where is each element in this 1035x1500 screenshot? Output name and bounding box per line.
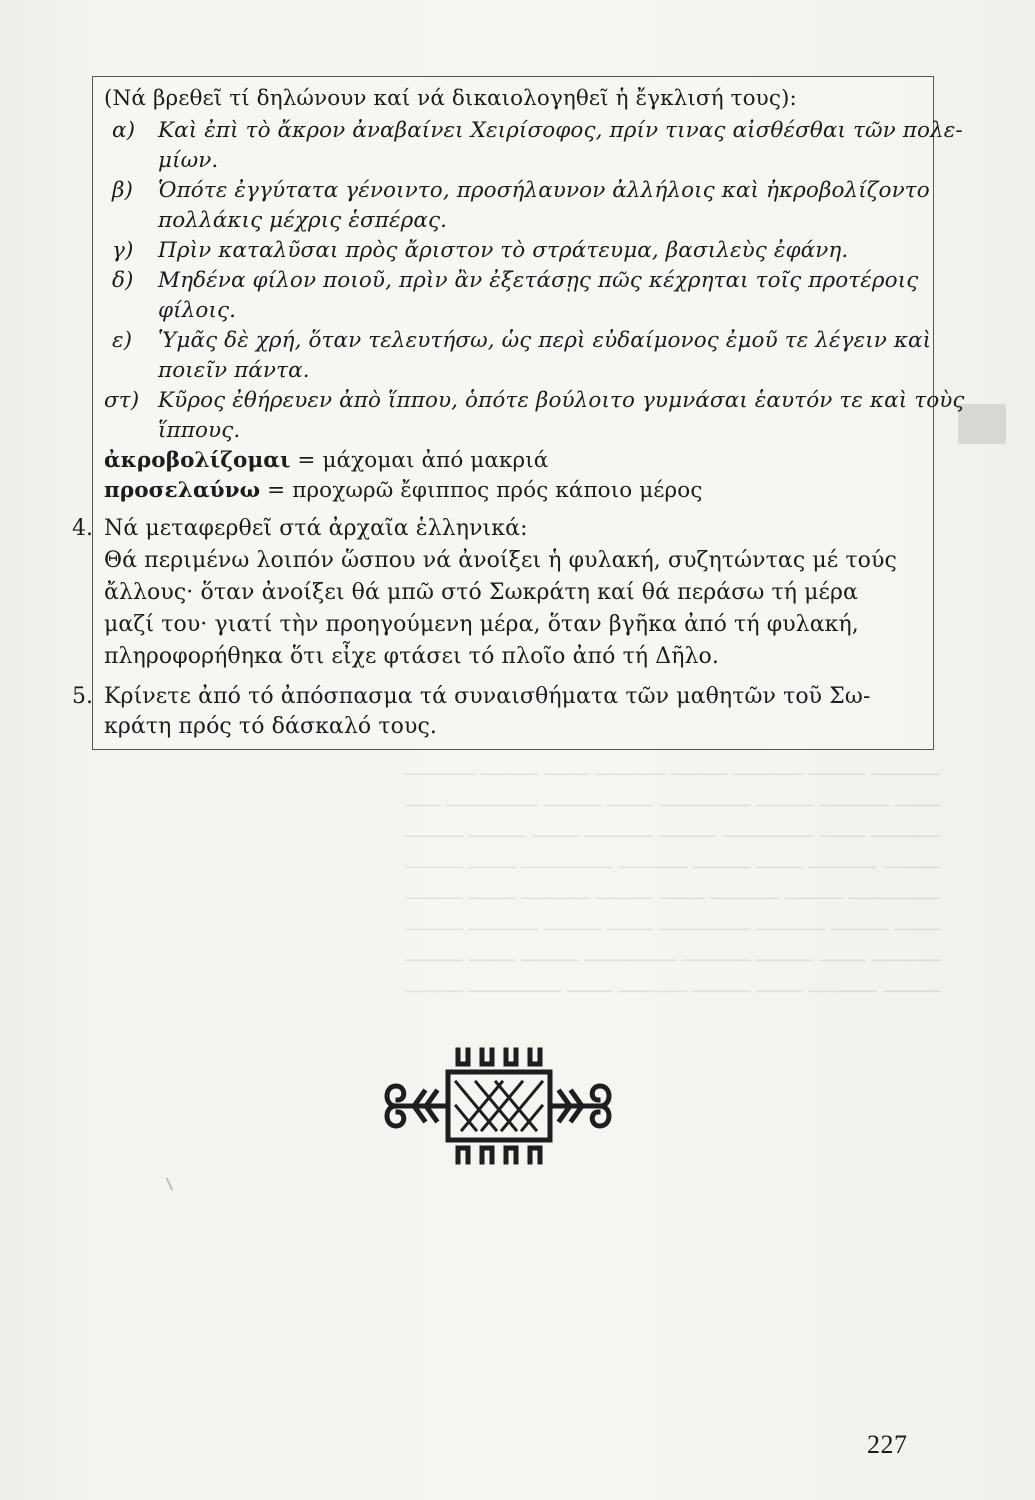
exercise-4-prompt: Νά μεταφερθεῖ στά ἀρχαῖα ἑλληνικά: bbox=[104, 516, 528, 541]
exercise-intro: (Νά βρεθεῖ τί δηλώνουν καί νά δικαιολογηθεῖ ἡ ἔγκλισή τους): bbox=[104, 86, 797, 111]
item-text: Καὶ ἐπὶ τὸ ἄκρον ἀναβαίνει Χειρίσοφος, πρίν τινας αἰσθέσθαι τῶν πολε- bbox=[158, 118, 963, 143]
item-label: β) bbox=[112, 178, 134, 203]
glossary-definition: = προχωρῶ ἔφιππος πρός κάποιο μέρος bbox=[260, 478, 703, 503]
exercise-4-line: Θά περιμένω λοιπόν ὥσπου νά ἀνοίξει ἡ φυλακή, συζητώντας μέ τούς bbox=[104, 548, 897, 573]
folk-ornament-icon bbox=[378, 1042, 618, 1170]
item-label: στ) bbox=[104, 388, 140, 413]
exercise-item-d-continued: φίλοις. bbox=[158, 298, 237, 323]
exercise-item-a bbox=[112, 118, 963, 143]
item-label: γ) bbox=[112, 238, 134, 263]
exercise-4-line: πληροφορήθηκα ὅτι εἶχε φτάσει τό πλοῖο ἀπό τή Δῆλο. bbox=[104, 644, 719, 669]
item-text: Ὁπότε ἐγγύτατα γένοιντο, προσήλαυνον ἀλλήλοις καὶ ἠκροβολίζοντο bbox=[158, 178, 930, 203]
exercise-4-line: μαζί του· γιατί τὴν προηγούμενη μέρα, ὅταν βγῆκα ἀπό τή φυλακή, bbox=[104, 612, 859, 637]
exercise-item-e-continued: ποιεῖν πάντα. bbox=[158, 358, 310, 383]
exercise-item-st bbox=[104, 388, 965, 413]
glossary-definition: = μάχομαι ἀπό μακριά bbox=[290, 448, 549, 473]
exercise-5-line: Κρίνετε ἀπό τό ἀπόσπασμα τά συναισθήματα τῶν μαθητῶν τοῦ Σω- bbox=[104, 684, 871, 709]
glossary-entry bbox=[104, 448, 548, 473]
item-label: δ) bbox=[112, 268, 134, 293]
exercise-item-e bbox=[112, 328, 931, 353]
item-label: ε) bbox=[112, 328, 133, 353]
exercise-item-b-continued: πολλάκις μέχρις ἑσπέρας. bbox=[158, 208, 448, 233]
item-text: Μηδένα φίλον ποιοῦ, πρὶν ἂν ἐξετάσῃς πῶς κέχρηται τοῖς προτέροις bbox=[158, 268, 919, 293]
exercise-5-number: 5. bbox=[72, 684, 93, 709]
page-number: 227 bbox=[867, 1430, 908, 1459]
exercise-item-d bbox=[112, 268, 918, 293]
item-text: Ὑμᾶς δὲ χρή, ὅταν τελευτήσω, ὡς περὶ εὐδαίμονος ἐμοῦ τε λέγειν καὶ bbox=[158, 328, 932, 353]
exercise-4-line: ἄλλους· ὅταν ἀνοίξει θά μπῶ στό Σωκράτη καί θά περάσω τή μέρα bbox=[104, 580, 858, 605]
glossary-term: ἀκροβολίζομαι bbox=[104, 448, 291, 473]
glossary-entry bbox=[104, 478, 702, 503]
exercise-item-st-continued: ἵππους. bbox=[158, 418, 241, 443]
glossary-term: προσελαύνω bbox=[104, 478, 261, 503]
exercise-item-a-continued: μίων. bbox=[158, 148, 219, 173]
item-label: α) bbox=[112, 118, 136, 143]
exercise-item-c bbox=[112, 238, 848, 263]
exercise-item-b bbox=[112, 178, 930, 203]
item-text: Πρὶν καταλῦσαι πρὸς ἄριστον τὸ στράτευμα, βασιλεὺς ἐφάνη. bbox=[158, 238, 849, 263]
item-text: Κῦρος ἐθήρευεν ἀπὸ ἵππου, ὁπότε βούλοιτο γυμνάσαι ἑαυτόν τε καὶ τοὺς bbox=[158, 388, 965, 413]
exercise-4-number: 4. bbox=[72, 516, 93, 541]
bleed-through-text: ────── ───── ────── ───── ────── ──── ───── ────── ──── ────── ───── ──────── ──── ───── ──────── ─── ────── ──── ──────── ───── ────── ──── ───── ───── ───── ────── ──── ───── ────── ──────── ──── ───── ──────── ───── ────── ──── ───── ────── ──── ───── ──── ───── ────── ──────── ──── ───── ────── ───── ────── ──── ───── ────── ──────── ───── ──── ───── ───── ────── ──── ───── ────── ──── ──────── ───── bbox=[405, 764, 940, 1003]
page-edge-mark bbox=[958, 404, 1006, 444]
exercise-5-line: κράτη πρός τό δάσκαλό τους. bbox=[104, 714, 437, 739]
